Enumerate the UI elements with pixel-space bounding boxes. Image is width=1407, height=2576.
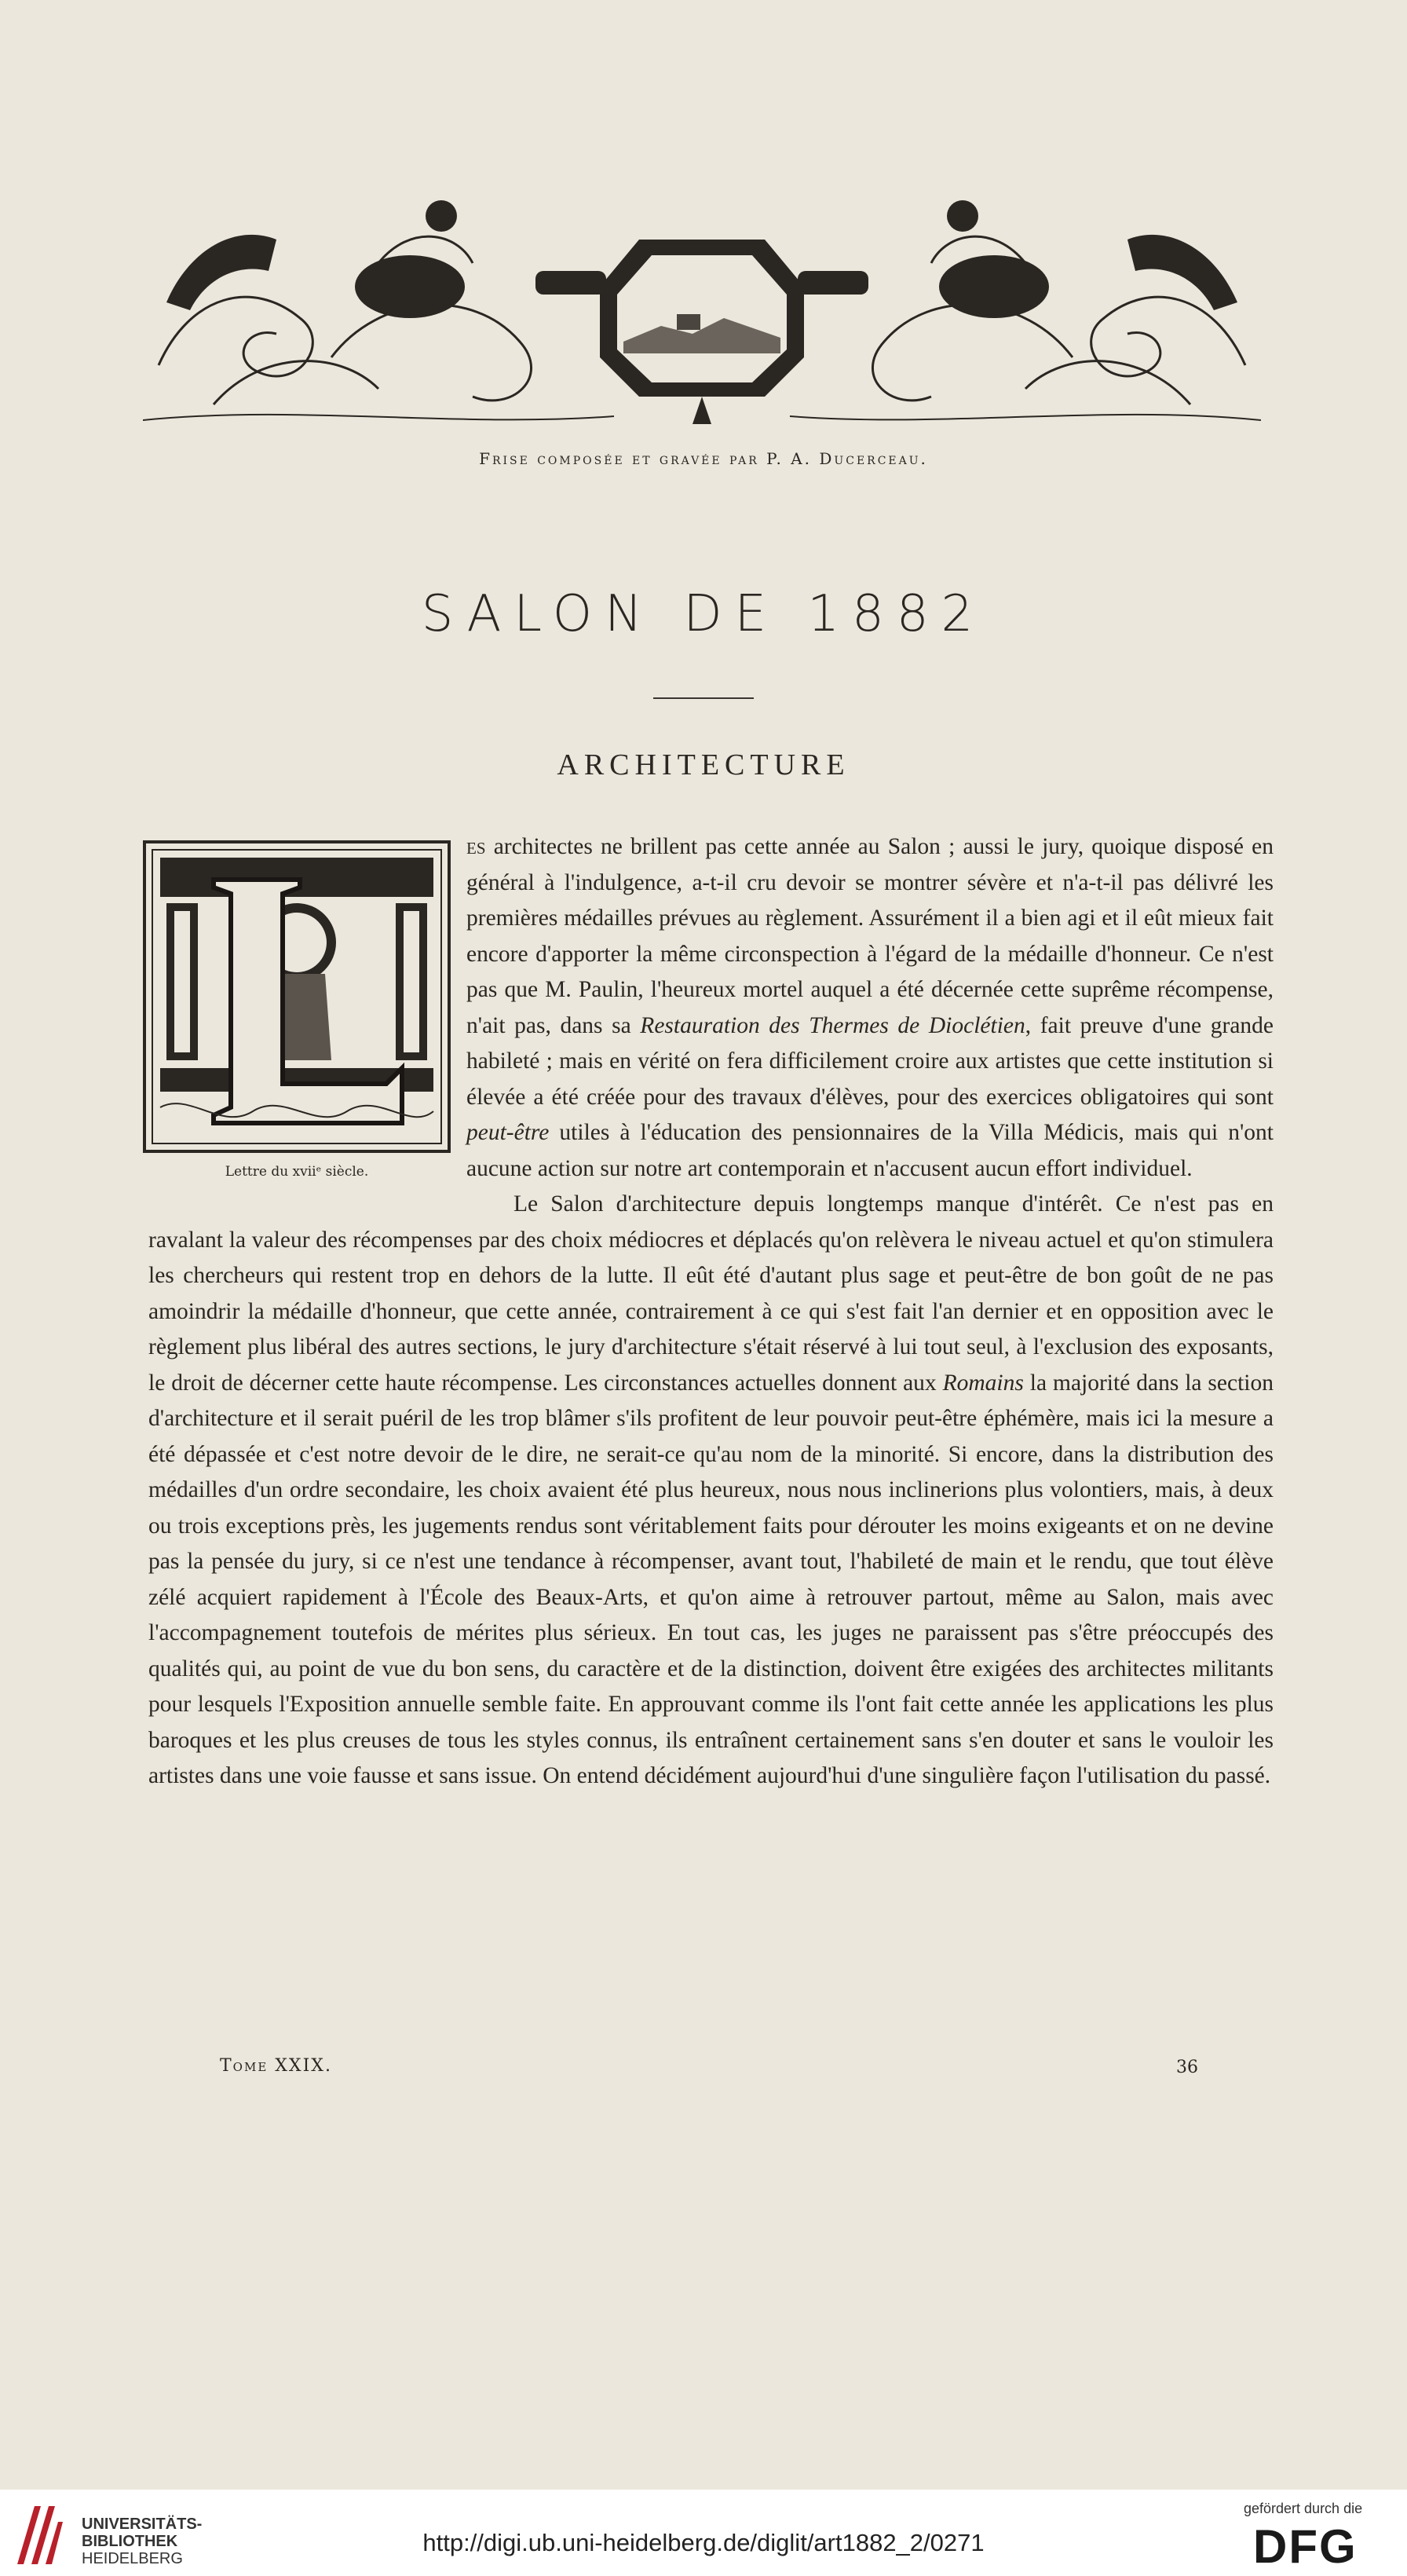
permalink-url[interactable]: http://digi.ub.uni-heidelberg.de/diglit/art1882_2/0271	[422, 2529, 985, 2556]
italic-word: Romains	[942, 1370, 1024, 1396]
volume-label: Tome XXIX.	[220, 2056, 332, 2076]
dropcap-caption: Lettre du xviiᵉ siècle.	[225, 1164, 369, 1180]
paragraph-2	[148, 1187, 1274, 1795]
ornamental-frieze-icon	[143, 169, 1261, 432]
page-number: 36	[1176, 2058, 1198, 2077]
italic-word: peut-être	[466, 1120, 550, 1145]
paragraph-text: utiles à l'éducation des pensionnaires de la Villa Médicis, mais qui n'ont aucune action sur notre art contemporain et n'accusent aucun effort individuel.	[466, 1120, 1274, 1181]
dropcap-space	[148, 829, 466, 1222]
paragraph-text: architectes ne brillent pas cette année au Salon ; aussi le jury, quoique disposé en général à l'indulgence, a-t-il cru devoir se montrer sévère et n'a-t-il pas délivré les premières médailles prévues au règlement. Assurément il a bien agi et il eût mieux fait encore d'apporter la même circonspection à l'égard de la médaille d'honneur. Ce n'est pas que M. Paulin, l'heureux mortel auquel a été décernée cette suprême récompense, n'ait pas, dans sa	[466, 834, 1274, 1038]
title-divider	[653, 697, 754, 699]
frieze-caption: Frise composée et gravée par P. A. Ducerceau.	[479, 449, 928, 468]
lead-in: es	[466, 834, 486, 859]
uni-line-2: BIBLIOTHEK	[82, 2533, 178, 2550]
page-title: SALON DE 1882	[421, 585, 986, 643]
paragraph-text: Le Salon d'architecture depuis longtemps manque d'intérêt. Ce n'est pas en ravalant la valeur des récompenses par des choix médiocres et déplacés qu'on relèvera le niveau actuel et qu'on stimulera les chercheurs qui restent trop en dehors de la lutte. Il eût été d'autant plus sage et peut-être de bon goût de ne pas amoindrir la médaille d'honneur, que cette année, contrairement à ce qui s'est fait l'an dernier et en opposition avec le règlement plus libéral des autres sections, le jury d'architecture s'était réservé à lui tout seul, à l'exclusion des exposants, le droit de décerner cette haute récompense. Les circonstances actuelles donnent aux	[148, 1191, 1274, 1396]
section-heading: ARCHITECTURE	[557, 748, 850, 781]
uni-line-1: UNIVERSITÄTS-	[82, 2516, 203, 2533]
paragraph-text: , fait preuve d'une grande habileté ; mais en vérité on fera difficilement croire aux artistes que cette institution si élevée a été créée pour des travaux d'élèves, pour des exercices obligatoires qui sont	[466, 1012, 1274, 1110]
uni-line-3: HEIDELBERG	[82, 2550, 183, 2567]
italic-title: Restauration des Thermes de Dioclétien	[640, 1012, 1025, 1038]
paragraph-text: la majorité dans la section d'architecture et il serait puéril de les trop blâmer s'ils profitent de leur pouvoir peut-être éphémère, mais ici la mesure a été dépassée et c'est notre devoir de le dire, ne serait-ce qu'au nom de la minorité. Si encore, dans la distribution des médailles d'un ordre secondaire, les choix avaient été plus heureux, nous nous inclinerions plus volontiers, mais, à deux ou trois exceptions près, les jugements rendus sont véritablement faits pour dérouter les moins exigeants et on ne devine pas la pensée du jury, si ce n'est une tendance à récompenser, avant tout, l'habileté de main et le rendu, que tout élève zélé acquiert rapidement à l'École des Beaux-Arts, et qu'on aime à retrouver partout, même au Salon, mais avec l'accompagnement toutefois de mérites plus sérieux. En tout cas, les juges ne paraissent pas s'être préoccupés des qualités qui, au point de vue du bon sens, du caractère et de la distinction, doivent être exigées des architectes militants pour lesquels l'Exposition annuelle semble faite. En approuvant comme ils l'ont fait cette année les applications les plus baroques et les plus creuses de tous les styles connus, ils entraînent certainement sans s'en douter et sans le vouloir les artistes dans une voie fausse et sans issue. On entend décidément aujourd'hui d'une singulière façon l'utilisation du passé.	[148, 1370, 1274, 1788]
dfg-funding-note: gefördert durch die	[1244, 2501, 1363, 2516]
dfg-logo[interactable]: DFG	[1253, 2520, 1358, 2573]
article-body	[148, 829, 1274, 1795]
